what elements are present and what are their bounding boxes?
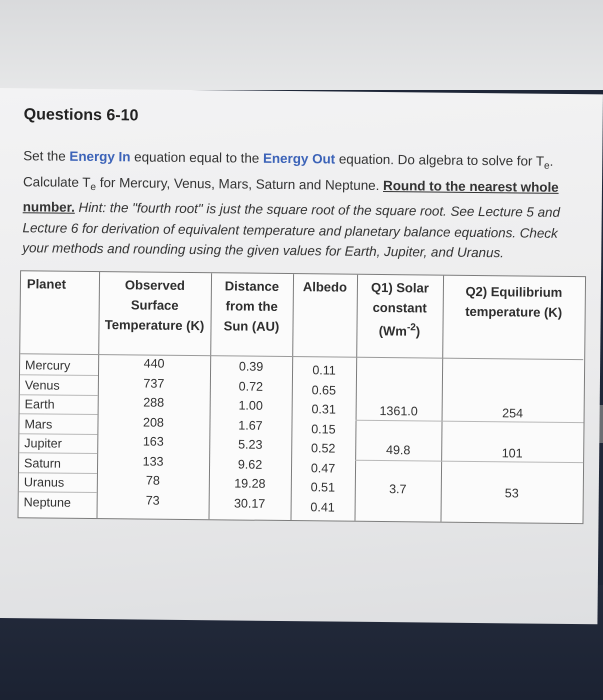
energy-out-term: Energy Out <box>262 150 336 167</box>
instructions-paragraph <box>22 146 579 264</box>
observed-temp-value: 288 <box>143 395 165 410</box>
distance-value: 1.67 <box>238 418 263 433</box>
albedo-value: 0.65 <box>311 382 337 398</box>
planet-header: Planet <box>26 276 67 292</box>
planet-name: Saturn <box>24 455 61 471</box>
instr-text-2: equation equal to the <box>130 149 264 166</box>
albedo-value: 0.52 <box>310 441 336 456</box>
albedo-value: 0.11 <box>312 363 336 378</box>
observed-temp-header: Observed Surface Temperature (K) <box>104 277 205 334</box>
te-subscript: e <box>543 160 550 172</box>
rounding-instruction: Round to the nearest whole number. <box>22 177 559 215</box>
q1-solar-constant-column <box>354 275 444 522</box>
q1-header-unit: $(Wm^{-2})$ <box>378 322 421 339</box>
observed-temp-value: 78 <box>145 473 160 488</box>
distance-value: 30.17 <box>233 495 266 511</box>
distance-value: 0.39 <box>238 359 264 374</box>
albedo-value: 0.31 <box>311 402 336 417</box>
distance-header: Distance from the Sun (AU) <box>223 278 280 334</box>
q1-value-jupiter: 49.8 <box>385 443 411 458</box>
planet-name: Venus <box>24 377 60 393</box>
planet-data-table <box>17 270 586 524</box>
albedo-column <box>290 274 358 521</box>
albedo-header: Albedo <box>302 279 348 295</box>
planet-name: Neptune <box>23 494 72 510</box>
planet-name: Mars <box>24 416 53 432</box>
q1-value-earth: 1361.0 <box>379 403 418 419</box>
instr-text-1: Set the <box>23 148 70 164</box>
distance-value: 5.23 <box>238 437 263 452</box>
q1-header-label: Q1) Solar constant <box>370 279 429 316</box>
albedo-value: 0.47 <box>310 460 336 476</box>
albedo-value: 0.15 <box>311 421 336 437</box>
section-heading: Questions 6-10 <box>23 106 139 125</box>
document-page <box>0 88 603 624</box>
distance-value: 0.72 <box>238 379 264 394</box>
albedo-value: 0.41 <box>310 499 335 515</box>
instr-text-5: for Mercury, Venus, Mars, Saturn and Neptune. <box>95 174 384 193</box>
observed-temp-value: 737 <box>143 376 165 391</box>
observed-temp-value: 163 <box>142 434 164 449</box>
photo-background-top <box>0 0 603 90</box>
observed-temp-value: 73 <box>145 493 160 508</box>
te-subscript: e <box>90 181 97 193</box>
energy-in-term: Energy In <box>69 148 131 165</box>
albedo-value: 0.51 <box>310 480 336 495</box>
instr-text-4: . Calculate T <box>22 153 554 190</box>
instr-text-3: equation. Do algebra to solve for T <box>335 151 545 169</box>
q2-value-jupiter: 101 <box>501 446 523 461</box>
observed-temp-column <box>97 272 213 519</box>
q1-value-uranus: 3.7 <box>389 482 407 497</box>
distance-value: 19.28 <box>234 476 266 491</box>
planet-name: Jupiter <box>24 436 62 451</box>
planet-name: Mercury <box>25 358 71 373</box>
q2-value-earth: 254 <box>502 406 524 421</box>
distance-value: 1.00 <box>238 398 263 413</box>
observed-temp-value: 208 <box>142 415 165 430</box>
planet-name: Earth <box>24 397 55 412</box>
q2-equilibrium-temp-column <box>440 276 585 523</box>
distance-column <box>208 273 294 520</box>
observed-temp-value: 440 <box>143 356 165 371</box>
q2-header: Q2) Equilibrium temperature (K) <box>465 283 563 320</box>
observed-temp-value: 133 <box>142 454 164 469</box>
q2-value-uranus: 53 <box>504 486 519 501</box>
hint-text: Hint: the "fourth root" is just the square root of the square root. See Lecture 5 and Lecture 6 for derivation of equivalent temperature and planetary balance equations. Check your methods and rounding using the given values for Earth, Jupiter, and Uranus. <box>22 199 561 261</box>
q1-header <box>356 278 443 342</box>
planet-name: Uranus <box>23 475 65 490</box>
distance-value: 9.62 <box>237 457 263 472</box>
